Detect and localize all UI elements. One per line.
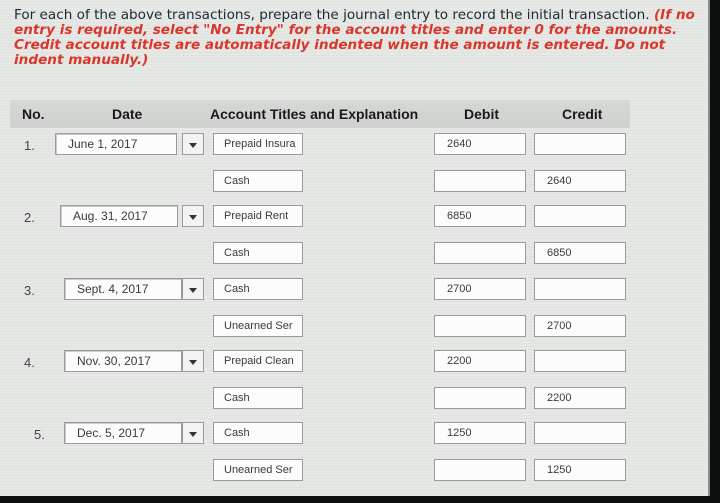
debit-field[interactable]: 6850 (434, 205, 526, 227)
header-date: Date (112, 106, 143, 122)
chevron-down-icon[interactable] (182, 350, 204, 372)
account-title-field[interactable]: Cash (213, 278, 303, 300)
credit-field[interactable] (534, 422, 626, 444)
header-account: Account Titles and Explanation (210, 106, 419, 122)
credit-field[interactable]: 2200 (534, 387, 626, 409)
header-no: No. (22, 106, 45, 122)
instructions-text: For each of the above transactions, prepare the journal entry to record the initial transaction. (14, 7, 650, 23)
row-number: 3. (24, 283, 35, 298)
row-number: 2. (24, 210, 35, 225)
debit-field[interactable] (434, 387, 526, 409)
date-select[interactable]: June 1, 2017 (55, 133, 177, 155)
account-title-field[interactable]: Cash (213, 170, 303, 192)
credit-field[interactable] (534, 350, 626, 372)
debit-field[interactable] (434, 315, 526, 337)
account-title-field[interactable]: Unearned Ser (213, 315, 303, 337)
date-select[interactable]: Dec. 5, 2017 (64, 422, 182, 444)
chevron-down-icon[interactable] (182, 422, 204, 444)
credit-field[interactable]: 2700 (534, 315, 626, 337)
debit-field[interactable] (434, 242, 526, 264)
account-title-field[interactable]: Cash (213, 422, 303, 444)
credit-field[interactable] (534, 133, 626, 155)
credit-field[interactable]: 1250 (534, 459, 626, 481)
credit-field[interactable] (534, 278, 626, 300)
account-title-field[interactable]: Cash (213, 242, 303, 264)
account-title-field[interactable]: Prepaid Insura (213, 133, 303, 155)
account-title-field[interactable]: Prepaid Clean (213, 350, 303, 372)
chevron-down-icon[interactable] (182, 133, 204, 155)
debit-field[interactable]: 2700 (434, 278, 526, 300)
account-title-field[interactable]: Unearned Ser (213, 459, 303, 481)
credit-field[interactable] (534, 205, 626, 227)
debit-field[interactable] (434, 170, 526, 192)
instructions (14, 8, 704, 68)
account-title-field[interactable]: Cash (213, 387, 303, 409)
date-select[interactable]: Nov. 30, 2017 (64, 350, 182, 372)
credit-field[interactable]: 2640 (534, 170, 626, 192)
account-title-field[interactable]: Prepaid Rent (213, 205, 303, 227)
debit-field[interactable] (434, 459, 526, 481)
date-select[interactable]: Sept. 4, 2017 (64, 278, 182, 300)
row-number: 5. (34, 427, 45, 442)
instructions-note: (If no entry is required, select "No Entry" for the account titles and enter 0 for the amounts. Credit account titles are automatically indented when the amount is entered. Do not indent manually.) (14, 7, 695, 68)
chevron-down-icon[interactable] (182, 205, 204, 227)
row-number: 1. (24, 138, 35, 153)
header-credit: Credit (562, 106, 603, 122)
credit-field[interactable]: 6850 (534, 242, 626, 264)
date-select[interactable]: Aug. 31, 2017 (60, 205, 178, 227)
chevron-down-icon[interactable] (182, 278, 204, 300)
header-debit: Debit (464, 106, 499, 122)
debit-field[interactable]: 2200 (434, 350, 526, 372)
debit-field[interactable]: 2640 (434, 133, 526, 155)
debit-field[interactable]: 1250 (434, 422, 526, 444)
row-number: 4. (24, 355, 35, 370)
